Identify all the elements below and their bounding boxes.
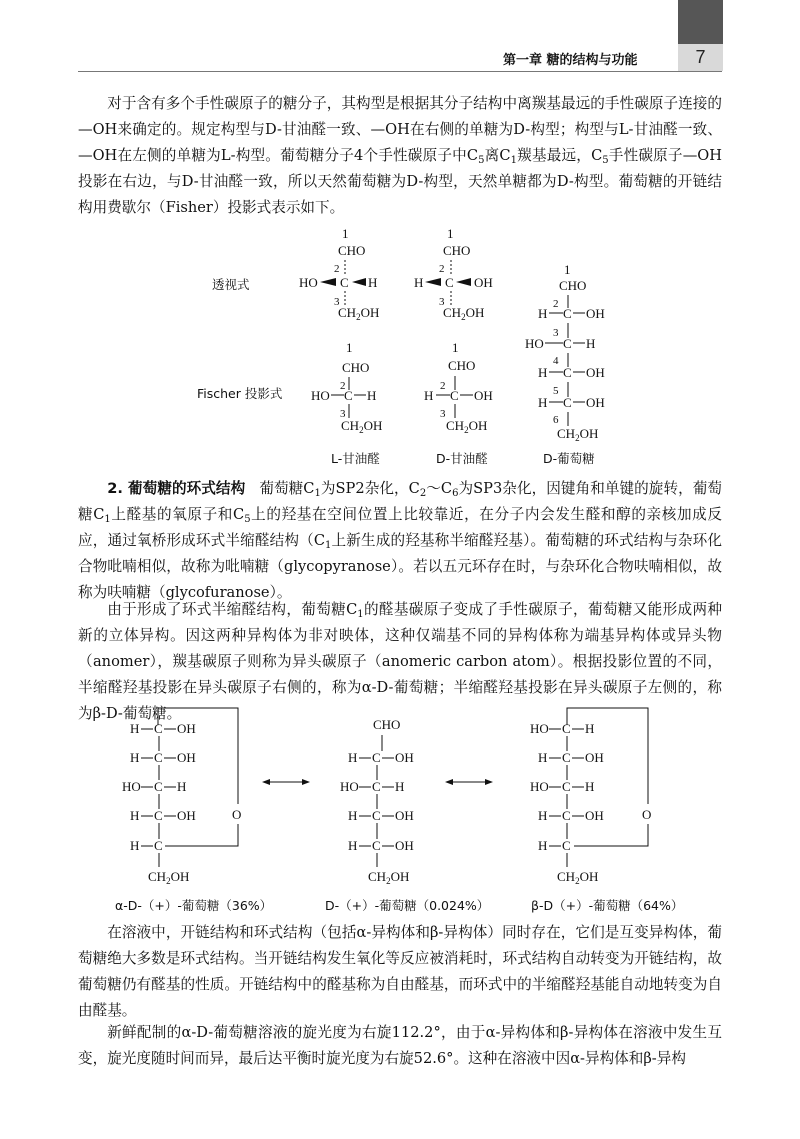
svg-text:C: C [445,275,454,290]
svg-text:H: H [367,388,377,403]
fischer-figure [0,220,800,480]
svg-text:CHO: CHO [342,360,370,375]
svg-text:HO: HO [311,388,330,403]
svg-text:C: C [340,275,349,290]
page-number: 7 [678,44,723,71]
svg-text:OH: OH [395,808,414,823]
svg-text:CH2OH: $CH_2OH$ [557,426,599,443]
svg-text:O: O [642,807,652,822]
svg-text:H: H [348,750,358,765]
svg-text:OH: OH [177,750,196,765]
caption-d-glyceraldehyde: D-甘油醛 [436,451,488,466]
svg-text:OH: OH [586,306,605,321]
svg-text:OH: OH [177,721,196,736]
svg-text:C: C [372,808,381,823]
svg-text:C: C [563,306,572,321]
svg-text:H: H [130,721,140,736]
svg-text:3: 3 [439,296,445,308]
paragraph-tautomers: 在溶液中，开链结构和环式结构（包括α-异构体和β-异构体）同时存在，它们是互变异构体，葡萄糖绝大多数是环式结构。当开链结构发生氧化等反应被消耗时，环式结构自动转变为开链结构，故葡萄糖仍有醛基的性质。开链结构中的醛基称为自由醛基，而环式中的半缩醛羟基能自动地转变为自由醛基。 [78,924,722,1019]
open-chain-d-glucose [340,717,414,886]
svg-text:OH: OH [585,808,604,823]
svg-text:C: C [372,838,381,853]
svg-text:1: 1 [564,262,571,277]
svg-text:3: 3 [553,327,559,339]
beta-d-glucose-ring [530,708,651,886]
svg-text:OH: OH [474,388,493,403]
svg-text:HO: HO [530,721,549,736]
label-fischer: Fischer 投影式 [197,386,283,401]
svg-text:C: C [563,365,572,380]
svg-text:CH2OH: $CH_2OH$ [338,305,380,322]
svg-text:H: H [130,750,140,765]
svg-text:1: 1 [447,226,454,241]
svg-text:C: C [562,721,571,736]
svg-text:C: C [563,395,572,410]
header-rule [78,71,722,72]
svg-text:CHO: CHO [559,278,587,293]
svg-text:C: C [562,779,571,794]
svg-text:4: 4 [553,355,559,367]
svg-text:C: C [450,388,459,403]
running-header: 第一章 糖的结构与功能 [503,53,638,68]
svg-text:H: H [538,838,548,853]
l-glyceraldehyde-perspective [299,226,379,322]
svg-text:OH: OH [586,395,605,410]
l-glyceraldehyde-fischer [311,340,382,435]
svg-text:CHO: CHO [448,358,476,373]
svg-text:H: H [395,779,405,794]
d-glyceraldehyde-fischer [424,340,493,435]
svg-text:2: 2 [340,380,346,392]
caption-l-glyceraldehyde: L-甘油醛 [331,451,380,466]
paragraph-anomers: 由于形成了环式半缩醛结构，葡萄糖$C_1$的醛基碳原子变成了手性碳原子，葡萄糖又能形成两种新的立体异构。因这两种异构体为非对映体，这种仅端基不同的异构体称为端基异构体或异头物（anomer），羰基碳原子则称为异头碳原子（anomeric carbon atom）。根据投影位置的不同，半缩醛羟基投影在异头碳原子右侧的，称为α-D-葡萄糖；半缩醛羟基投影在异头碳原子左侧的，称为β-D-葡萄糖。 [78,601,722,722]
svg-text:C: C [154,721,163,736]
paragraph-mutarotation: 新鲜配制的α-D-葡萄糖溶液的旋光度为右旋112.2°，由于α-异构体和β-异构体在溶液中发生互变，旋光度随时间而异，最后达平衡时旋光度为右旋52.6°。这种在溶液中因α-异构体和β-异构 [78,1024,722,1067]
svg-text:OH: OH [395,750,414,765]
svg-text:H: H [130,838,140,853]
svg-text:O: O [232,807,242,822]
svg-text:H: H [538,306,548,321]
svg-text:OH: OH [586,365,605,380]
svg-text:2: 2 [439,263,445,275]
svg-text:H: H [538,365,548,380]
equilibrium-arrow-right [445,779,493,785]
svg-text:CH2OH: $CH_2OH$ [443,305,485,322]
svg-text:C: C [154,838,163,853]
caption-beta: β-D（+）-葡萄糖（64%） [531,898,684,913]
svg-text:CH2OH: $CH_2OH$ [341,418,383,435]
svg-text:H: H [130,808,140,823]
svg-text:H: H [585,721,595,736]
svg-text:HO: HO [530,779,549,794]
svg-text:C: C [563,336,572,351]
svg-text:2: 2 [334,263,340,275]
svg-text:CHO: CHO [373,717,401,732]
svg-text:CH2OH: $CH_2OH$ [557,869,599,886]
svg-text:OH: OH [395,838,414,853]
svg-text:OH: OH [474,275,493,290]
svg-text:C: C [154,750,163,765]
svg-text:CHO: CHO [338,243,366,258]
paragraph-cyclic-structure: 2. 葡萄糖的环式结构 葡萄糖$C_1$为SP2杂化，$C_2\sim C_6$为SP3杂化，因键角和单键的旋转，葡萄糖$C_1$上醛基的氧原子和$C_5$上的羟基在空间位置上比较靠近，在分子内会发生醛和醇的亲核加成反应，通过氧桥形成环式半缩醛结构（$C_1$上新生成的羟基称半缩醛羟基）。葡萄糖的环式结构与杂环化合物吡喃相似，故称为吡喃糖（glycopyranose）。若以五元环存在时，与杂环化合物呋喃相似，故称为呋喃糖（glycofuranose）。 [78,480,722,601]
svg-text:H: H [538,395,548,410]
svg-text:H: H [538,750,548,765]
svg-text:C: C [562,750,571,765]
svg-text:1: 1 [346,340,353,355]
svg-text:H: H [348,808,358,823]
alpha-d-glucose-ring [122,708,241,886]
equilibrium-arrow-left [262,779,310,785]
svg-text:H: H [586,336,596,351]
svg-text:H: H [348,838,358,853]
d-glyceraldehyde-perspective [414,226,493,322]
svg-text:C: C [562,838,571,853]
svg-text:HO: HO [299,275,318,290]
d-glucose-fischer [525,262,605,443]
svg-text:C: C [562,808,571,823]
svg-text:OH: OH [177,808,196,823]
svg-text:1: 1 [452,340,459,355]
svg-text:C: C [372,750,381,765]
svg-text:H: H [538,808,548,823]
svg-text:6: 6 [553,414,559,426]
svg-text:CHO: CHO [443,243,471,258]
svg-text:C: C [372,779,381,794]
caption-d-glucose: D-葡萄糖 [543,451,595,466]
svg-text:C: C [154,779,163,794]
svg-text:CH2OH: $CH_2OH$ [368,869,410,886]
svg-text:3: 3 [440,408,446,420]
svg-text:HO: HO [525,336,544,351]
svg-text:HO: HO [122,779,141,794]
svg-text:C: C [344,388,353,403]
label-perspective: 透视式 [212,277,250,292]
caption-open-chain: D-（+）-葡萄糖（0.024%） [325,898,490,913]
svg-text:2: 2 [553,298,559,310]
anomer-figure [0,700,800,920]
svg-text:H: H [368,275,378,290]
svg-text:H: H [177,779,187,794]
svg-text:H: H [414,275,424,290]
svg-text:HO: HO [340,779,359,794]
svg-text:H: H [424,388,434,403]
svg-text:3: 3 [334,296,340,308]
svg-text:2: 2 [440,380,446,392]
svg-text:5: 5 [553,385,559,397]
svg-text:3: 3 [340,408,346,420]
svg-text:OH: OH [585,750,604,765]
svg-text:H: H [585,779,595,794]
svg-text:C: C [154,808,163,823]
svg-text:CH2OH: $CH_2OH$ [148,869,190,886]
svg-text:CH2OH: $CH_2OH$ [446,418,488,435]
svg-text:1: 1 [342,226,349,241]
caption-alpha: α-D-（+）-葡萄糖（36%） [115,898,273,913]
paragraph-configuration: 对于含有多个手性碳原子的糖分子，其构型是根据其分子结构中离羰基最远的手性碳原子连接的—OH来确定的。规定构型与D-甘油醛一致、—OH在右侧的单糖为D-构型；构型与L-甘油醛一致、—OH在左侧的单糖为L-构型。葡萄糖分子4个手性碳原子中$C_5$离$C_1$羰基最远，$C_5$手性碳原子—OH投影在右边，与D-甘油醛一致，所以天然葡萄糖为D-构型，天然单糖都为D-构型。葡萄糖的开链结构用费歇尔（Fisher）投影式表示如下。 [78,95,722,216]
